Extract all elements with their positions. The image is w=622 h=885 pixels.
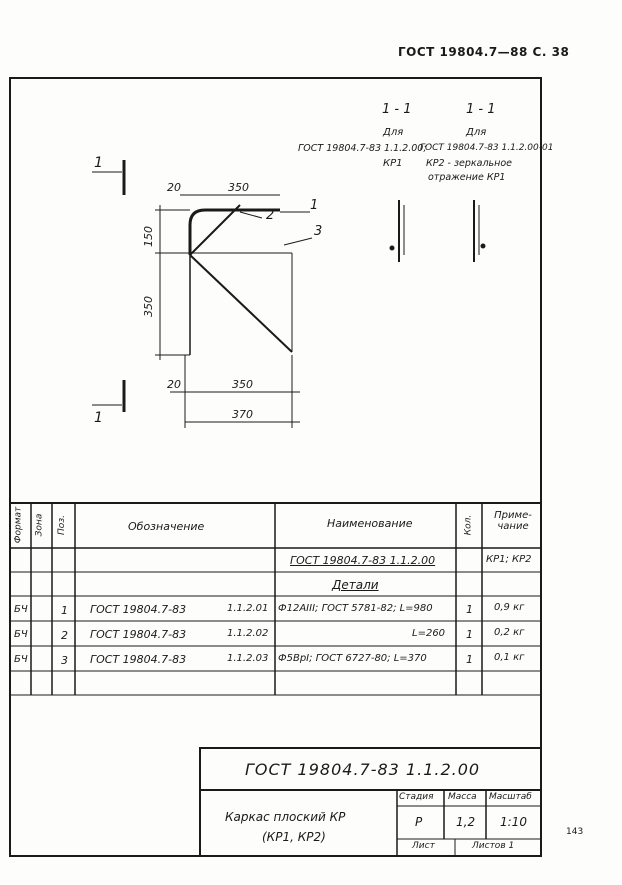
col-note: Приме-чание xyxy=(494,510,532,532)
doc-number: ГОСТ 19804.7-83 1.1.2.00 xyxy=(245,760,481,779)
scale-value: 1:10 xyxy=(500,815,527,829)
dim-left-350: 350 xyxy=(142,296,155,317)
row4-qty: 1 xyxy=(466,653,473,666)
col-name: Наименование xyxy=(327,517,413,530)
col-zone: Зона xyxy=(34,513,45,537)
page-number: 143 xyxy=(566,827,584,837)
row4-note: 0,1 кг xyxy=(494,652,525,663)
dim-top-350: 350 xyxy=(228,181,249,194)
section-mark-top: 1 xyxy=(94,155,103,171)
row0-name: ГОСТ 19804.7-83 1.1.2.00 xyxy=(290,554,436,567)
row2-format: БЧ xyxy=(14,604,28,615)
page-header: ГОСТ 19804.7—88 С. 38 xyxy=(398,45,570,59)
row4-code: 1.1.2.03 xyxy=(227,653,269,664)
row1-name: Детали xyxy=(332,578,379,592)
doc-name-2: (КР1, КР2) xyxy=(262,830,326,844)
section-b-label: 1 - 1 xyxy=(466,102,496,117)
section-a-label: 1 - 1 xyxy=(382,102,412,117)
doc-name-1: Каркас плоский КР xyxy=(225,810,346,824)
col-designation: Обозначение xyxy=(128,520,205,533)
row4-name: Ф5ВрI; ГОСТ 6727-80; L=370 xyxy=(278,653,427,664)
row2-name: Ф12АIII; ГОСТ 5781-82; L=980 xyxy=(278,603,433,614)
dim-bottom-370: 370 xyxy=(232,408,253,421)
row0-note: КР1; КР2 xyxy=(486,554,532,565)
section-a-variant: КР1 xyxy=(383,158,403,169)
row4-pos: 3 xyxy=(61,654,68,667)
sheet-label: Лист xyxy=(412,841,435,851)
section-a-doc: ГОСТ 19804.7-83 1.1.2.00; xyxy=(298,143,427,154)
row3-qty: 1 xyxy=(466,628,473,641)
col-qty: Кол. xyxy=(463,514,474,536)
section-b-variant1: КР2 - зеркальное xyxy=(426,158,513,169)
scale-label: Масштаб xyxy=(489,792,532,802)
dim-top-20: 20 xyxy=(167,181,181,194)
row3-designation: ГОСТ 19804.7-83 xyxy=(90,628,187,641)
row3-name: L=260 xyxy=(412,628,446,639)
row2-designation: ГОСТ 19804.7-83 xyxy=(90,603,187,616)
row3-note: 0,2 кг xyxy=(494,627,525,638)
mass-label: Масса xyxy=(448,792,477,802)
row2-code: 1.1.2.01 xyxy=(227,603,269,614)
row3-code: 1.1.2.02 xyxy=(227,628,269,639)
section-b-variant2: отражение КР1 xyxy=(428,172,506,183)
section-a-for: Для xyxy=(383,127,404,138)
row3-format: БЧ xyxy=(14,629,28,640)
callout-1: 1 xyxy=(310,198,319,213)
col-pos: Поз. xyxy=(56,515,67,535)
row3-pos: 2 xyxy=(61,629,68,642)
dim-bottom-350: 350 xyxy=(232,378,253,391)
callout-2: 2 xyxy=(266,208,275,223)
row4-format: БЧ xyxy=(14,654,28,665)
stage-label: Стадия xyxy=(399,792,434,802)
sheets-label: Листов 1 xyxy=(472,841,515,851)
section-b-doc: ГОСТ 19804.7-83 1.1.2.00-01 xyxy=(420,143,554,153)
row2-qty: 1 xyxy=(466,603,473,616)
section-b-for: Для xyxy=(466,127,487,138)
row2-pos: 1 xyxy=(61,604,68,617)
dim-left-150: 150 xyxy=(142,226,155,247)
row4-designation: ГОСТ 19804.7-83 xyxy=(90,653,187,666)
col-format: Формат xyxy=(13,506,24,544)
section-mark-bottom: 1 xyxy=(94,410,103,426)
mass-value: 1,2 xyxy=(456,815,476,829)
stage-value: Р xyxy=(415,815,423,829)
dim-bottom-20: 20 xyxy=(167,378,181,391)
callout-3: 3 xyxy=(314,224,323,239)
row2-note: 0,9 кг xyxy=(494,602,525,613)
